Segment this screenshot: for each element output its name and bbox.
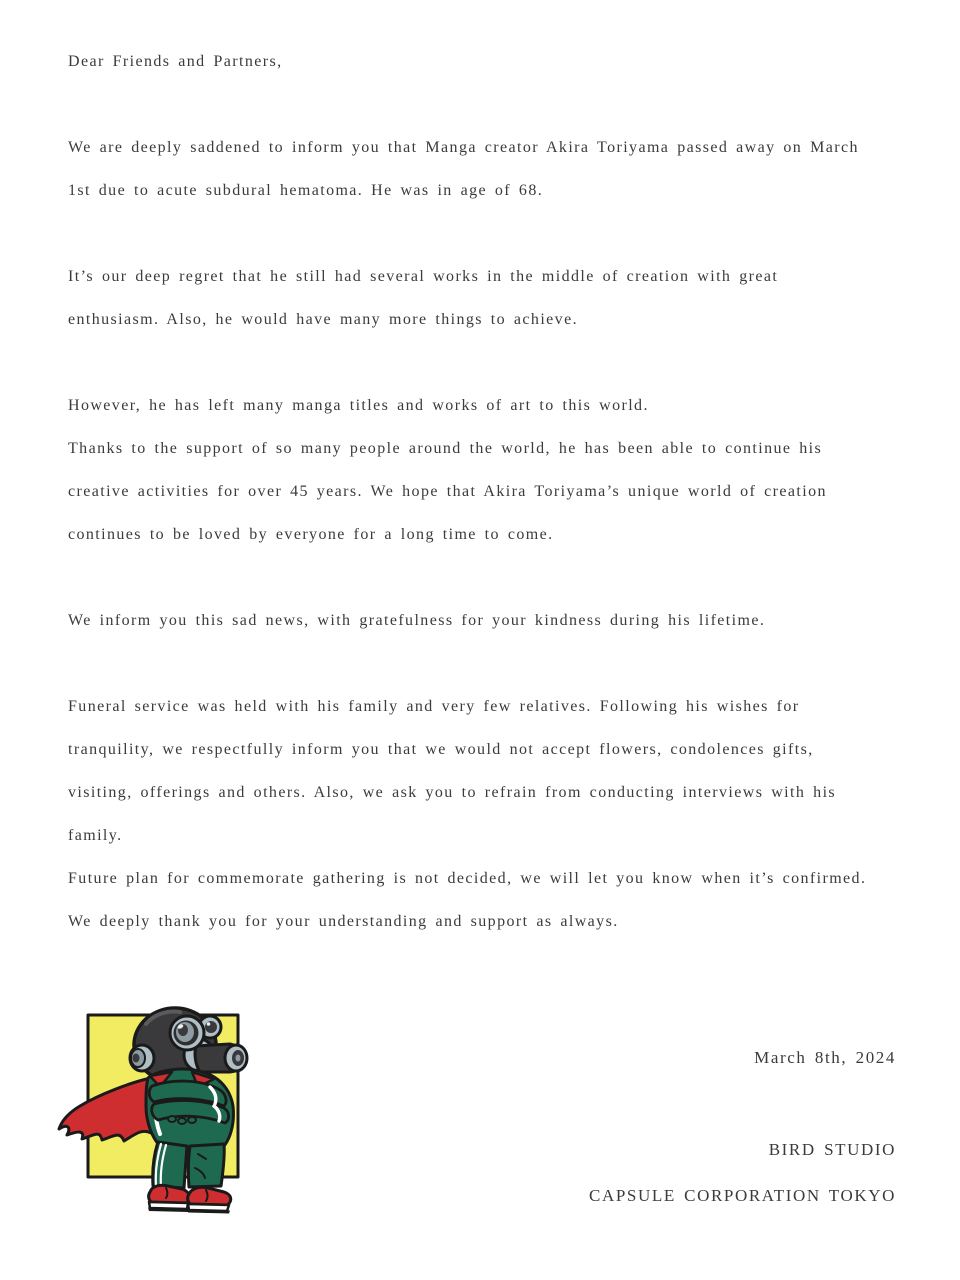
paragraph-line: We inform you this sad news, with gratefulness for your kindness during his lifetime. — [68, 612, 766, 629]
finger-bump — [168, 1116, 176, 1122]
sneaker-left — [149, 1185, 190, 1203]
paragraph-line: Funeral service was held with his family and very few relatives. Following his wishes for — [68, 698, 800, 715]
paragraph-line: continues to be loved by everyone for a long time to come. — [68, 526, 554, 543]
paragraph-line: It’s our deep regret that he still had several works in the middle of creation with great — [68, 268, 779, 285]
toriyama-robot-illustration — [54, 1002, 250, 1214]
paragraph — [68, 126, 914, 212]
paragraph-line: Dear Friends and Partners, — [68, 53, 283, 70]
finger-bump — [188, 1117, 196, 1123]
sneaker-right — [188, 1187, 231, 1205]
signature-capsule-corporation: CAPSULE CORPORATION TOKYO — [589, 1186, 896, 1205]
paragraph-line: However, he has left many manga titles and works of art to this world. — [68, 397, 649, 414]
letter-body — [68, 40, 914, 943]
far-goggle-spark — [207, 1022, 211, 1026]
pants-right-leg — [188, 1144, 224, 1187]
paragraph-line: visiting, offerings and others. Also, we ask you to refrain from conducting interviews with his — [68, 784, 837, 801]
paragraph — [68, 599, 914, 642]
paragraph-line: creative activities for over 45 years. We hope that Akira Toriyama’s unique world of creation — [68, 483, 827, 500]
paragraph-line: Thanks to the support of so many people around the world, he has been able to continue his — [68, 440, 823, 457]
paragraph-line: family. — [68, 827, 123, 844]
far-goggle-pupil — [205, 1021, 217, 1033]
signature-bird-studio: BIRD STUDIO — [768, 1140, 896, 1159]
paragraph — [68, 384, 914, 556]
letter-date: March 8th, 2024 — [754, 1048, 896, 1067]
paragraph-line: tranquility, we respectfully inform you that we would not accept flowers, condolences gifts, — [68, 741, 814, 758]
paragraph-line: We are deeply saddened to inform you that Manga creator Akira Toriyama passed away on March — [68, 139, 859, 156]
finger-bump — [178, 1118, 186, 1124]
filter-hole-center — [236, 1055, 241, 1062]
paragraph — [68, 40, 914, 83]
paragraph-line: We deeply thank you for your understanding and support as always. — [68, 913, 619, 930]
paragraph — [68, 255, 914, 341]
ear-cup-center — [133, 1054, 140, 1063]
paragraph-line: Future plan for commemorate gathering is not decided, we will let you know when it’s confirmed. — [68, 870, 867, 887]
paragraph-line: enthusiasm. Also, he would have many more things to achieve. — [68, 311, 578, 328]
paragraph — [68, 685, 914, 943]
pants-left-leg — [153, 1142, 187, 1188]
paragraph-line: 1st due to acute subdural hematoma. He was in age of 68. — [68, 182, 544, 199]
